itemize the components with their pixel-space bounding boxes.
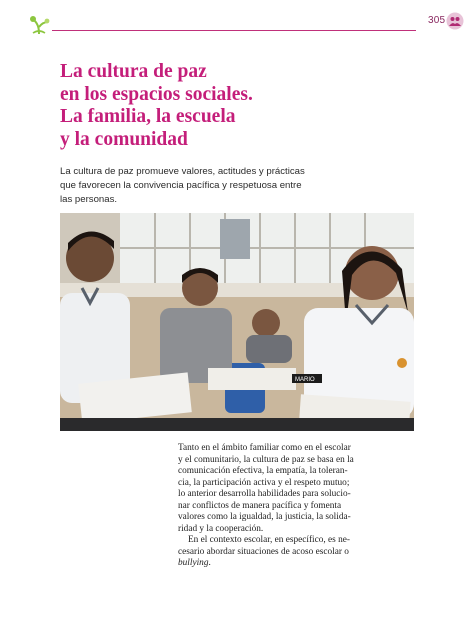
body-line: ridad y la cooperación. xyxy=(178,523,264,534)
page-number: 305 xyxy=(428,15,446,26)
final-period: . xyxy=(208,558,211,568)
body-line: y el comunitario, la cultura de paz se basa en la xyxy=(178,454,354,465)
intro-line: La cultura de paz promueve valores, actitudes y prácticas xyxy=(60,166,305,177)
bullying-term: bullying xyxy=(178,558,209,568)
intro-line: que favorecen la convivencia pacífica y respetuosa entre xyxy=(60,180,302,191)
body-line: cia, la participación activa y el respeto mutuo; xyxy=(178,477,350,488)
body-last-line xyxy=(178,558,418,570)
body-line: nar conflictos de manera pacífica y fomenta xyxy=(178,500,342,511)
title-line: y la comunidad xyxy=(60,128,188,150)
title-line: La cultura de paz xyxy=(60,61,207,82)
title-line: en los espacios sociales. xyxy=(60,83,253,105)
body-line: En el contexto escolar, en específico, es ne- xyxy=(188,535,350,545)
section-title xyxy=(60,61,440,151)
intro-paragraph xyxy=(60,165,380,207)
sprout-logo-icon xyxy=(28,14,50,36)
header-rule xyxy=(52,30,416,31)
people-badge-icon xyxy=(446,12,464,30)
intro-line: las personas. xyxy=(60,194,118,205)
body-line: Tanto en el ámbito familiar como en el escolar xyxy=(178,443,351,453)
body-line: cesario abordar situaciones de acoso escolar o xyxy=(178,546,349,557)
title-line: La familia, la escuela xyxy=(60,106,236,127)
body-line: comunicación efectiva, la empatía, la toleran- xyxy=(178,466,348,476)
photo-illustration xyxy=(60,213,414,431)
body-line: valores como la igualdad, la justicia, la solida- xyxy=(178,512,351,522)
name-tag-text: MARIO xyxy=(295,377,315,383)
body-line: lo anterior desarrolla habilidades para solucio- xyxy=(178,489,351,499)
body-paragraphs xyxy=(178,443,418,570)
classroom-students-photo xyxy=(60,213,414,431)
